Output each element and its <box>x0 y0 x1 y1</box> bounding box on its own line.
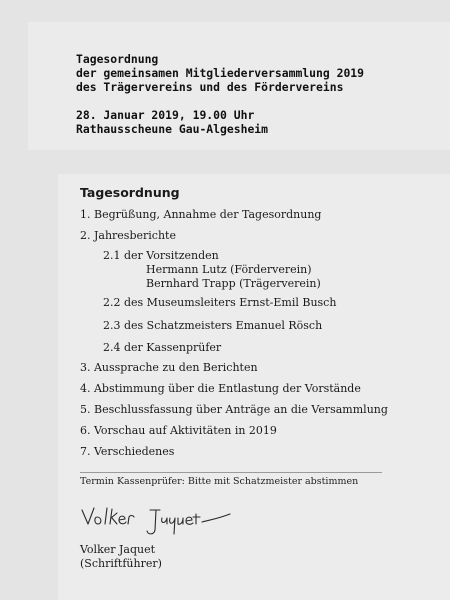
header-subtitle: der gemeinsamen Mitgliederversammlung 2019 <box>76 66 365 80</box>
meeting-date: 28. Januar 2019, 19.00 Uhr <box>76 108 255 122</box>
agenda-title: Tagesordnung <box>80 185 180 200</box>
header-title: Tagesordnung <box>76 52 159 66</box>
signer-role: (Schriftführer) <box>80 557 162 570</box>
agenda-item-7: 7. Verschiedenes <box>80 445 175 458</box>
agenda-item-1: 1. Begrüßung, Annahme der Tagesordnung <box>80 208 322 221</box>
agenda-item-6: 6. Vorschau auf Aktivitäten in 2019 <box>80 424 277 437</box>
header-associations: des Trägervereins und des Fördervereins <box>76 80 344 94</box>
chair-name-2: Bernhard Trapp (Trägerverein) <box>146 277 321 290</box>
agenda-subitem-2-3: 2.3 des Schatzmeisters Emanuel Rösch <box>103 319 323 332</box>
signer-name: Volker Jaquet <box>80 543 156 556</box>
agenda-item-2: 2. Jahresberichte <box>80 229 176 242</box>
handwritten-signature <box>80 500 260 540</box>
agenda-subitem-2-2: 2.2 des Museumsleiters Ernst-Emil Busch <box>103 296 337 309</box>
divider <box>80 472 382 473</box>
meeting-venue: Rathausscheune Gau-Algesheim <box>76 122 269 136</box>
agenda-item-5: 5. Beschlussfassung über Anträge an die Versammlung <box>80 403 388 416</box>
chair-name-1: Hermann Lutz (Förderverein) <box>146 263 312 276</box>
agenda-item-4: 4. Abstimmung über die Entlastung der Vorstände <box>80 382 361 395</box>
document-header <box>76 52 364 136</box>
treasurer-note: Termin Kassenprüfer: Bitte mit Schatzmeister abstimmen <box>80 476 359 487</box>
agenda-subitem-2-1: 2.1 der Vorsitzenden <box>103 249 219 262</box>
agenda-subitem-2-4: 2.4 der Kassenprüfer <box>103 341 222 354</box>
signer-block <box>80 543 162 571</box>
agenda-item-3: 3. Aussprache zu den Berichten <box>80 361 258 374</box>
